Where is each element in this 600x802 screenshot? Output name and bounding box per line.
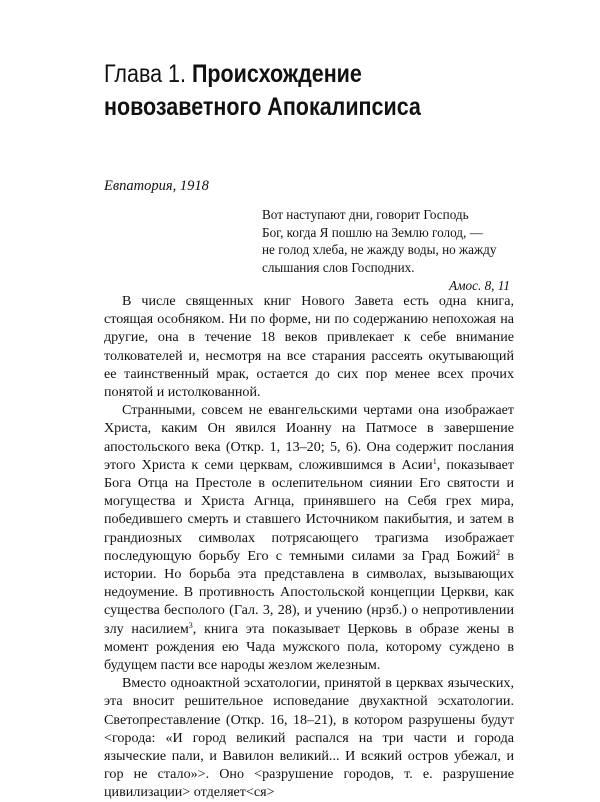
epigraph-line: Вот наступают дни, говорит Господь [262,207,469,222]
body-text [104,292,514,802]
footnote-ref-3[interactable]: 3 [188,620,193,630]
epigraph-line: Бог, когда Я пошлю на Землю голод, — [262,224,483,240]
epigraph-source: Амос. 8, 11 [449,278,510,293]
paragraph-2-part-b: , показывает Бога Отца на Престоле в ослепительном сиянии Его святости и могущества и Христа Агнца, принявшего на Себя грех мира, победившего смерть и ставшего Источником пакибытия, и затем в грандиозных символах потрясающего трагизма изображает последующую борьбу Его с темными силами за Град Божий [104,456,514,564]
chapter-title [104,58,474,124]
chapter-label: Глава 1. [104,60,186,88]
paragraph-2 [104,401,514,674]
epigraph-line: слышания слов Господних. [262,259,415,275]
epigraph-line: не голод хлеба, не жажду воды, но жажду [262,242,497,257]
chapter-name: Происхождение новозаветного Апокалипсиса [104,60,421,121]
epigraph [262,206,510,295]
footnote-ref-1[interactable]: 1 [432,456,437,466]
dateline: Евпатория, 1918 [104,178,209,194]
paragraph-3: Вместо одноактной эсхатологии, принятой в церквах языческих, эта вносит решительное исповедание двухактной эсхатологии. Светопреставление (Откр. 16, 18–21), в котором разрушены будут <города: «И город великий распался на три части и города языческие пали, и Вавилон великий... И всякий остров убежал, и гор не стало»>. Оно <разрушение городов, т. е. разрушение цивилизации> отделяет<ся> [104,675,514,801]
paragraph-2-part-a: Странными, совсем не евангельскими чертами она изображает Христа, каким Он явился Иоанну на Патмосе в завершение апостольского века (Откр. 1, 13–20; 5, 6). Она содержит послания этого Христа к семи церквам, сложившимся в Асии [104,402,514,473]
footnote-ref-2[interactable]: 2 [496,547,501,557]
paragraph-1: В числе священных книг Нового Завета есть одна книга, стоящая особняком. Ни по форме, ни по содержанию непохожая на другие, она в течение 18 веков привлекает к себе внимание толкователей и, несмотря на все старания рассеять окутывающий ее таинственный мрак, остается до сих пор менее всех прочих понятой и истолкованной. [104,293,514,401]
paragraph-2-part-d: , книга эта показывает Церковь в образе жены в момент рождения ею Чада мужского пола, которому суждено в будущем пасти все народы жезлом железным. [104,620,514,674]
paragraph-2-part-c: в истории. Но борьба эта представлена в символах, вызывающих недоумение. В противность Апостольской концепции Церкви, как существа бесполого (Гал. 3, 28), и учению (нрзб.) о непротивлении злу насилием [104,547,514,637]
